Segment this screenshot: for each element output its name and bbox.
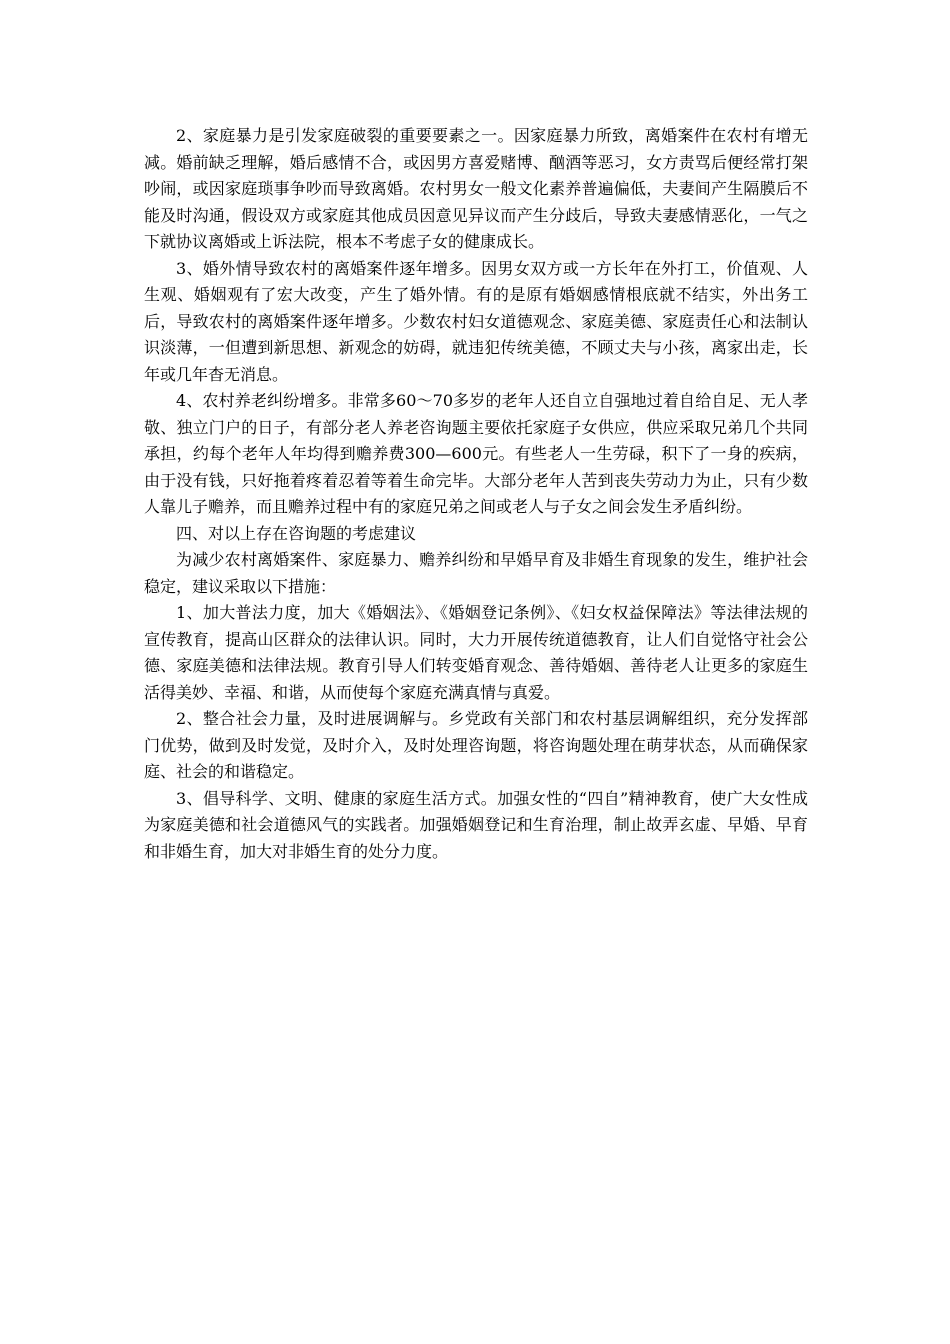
document-body	[144, 123, 808, 865]
paragraph-extramarital-affairs: 3、婚外情导致农村的离婚案件逐年增多。因男女双方或一方长年在外打工，价值观、人生观、婚姻观有了宏大改变，产生了婚外情。有的是原有婚姻感情根底就不结实，外出务工后，导致农村的离婚案件逐年增多。少数农村妇女道德观念、家庭美德、家庭责任心和法制认识淡薄，一但遭到新思想、新观念的妨碍，就违犯传统美德，不顾丈夫与小孩，离家出走，长年或几年杳无消息。	[144, 258, 808, 384]
paragraph-domestic-violence: 2、家庭暴力是引发家庭破裂的重要要素之一。因家庭暴力所致，离婚案件在农村有增无减。婚前缺乏理解，婚后感情不合，或因男方喜爱赌博、酗酒等恶习，女方责骂后便经常打架吵闹，或因家庭琐事争吵而导致离婚。农村男女一般文化素养普遍偏低，夫妻间产生隔膜后不能及时沟通，假设双方或家庭其他成员因意见异议而产生分歧后，导致夫妻感情恶化，一气之下就协议离婚或上诉法院，根本不考虑子女的健康成长。	[144, 126, 808, 251]
section-heading-recommendations: 四、对以上存在咨询题的考虑建议	[176, 523, 417, 543]
paragraph-recommendations-intro: 为减少农村离婚案件、家庭暴力、赡养纠纷和早婚早育及非婚生育现象的发生，维护社会稳定，建议采取以下措施：	[144, 550, 808, 596]
paragraph-elderly-support-disputes: 4、农村养老纠纷增多。非常多60～70多岁的老年人还自立自强地过着自给自足、无人孝敬、独立门户的日子，有部分老人养老咨询题主要依托家庭子女供应，供应采取兄弟几个共同承担，约每个老年人年均得到赡养费300—600元。有些老人一生劳碌，积下了一身的疾病，由于没有钱，只好拖着疼着忍着等着生命完毕。大部分老年人苦到丧失劳动力为止，只有少数人靠儿子赡养，而且赡养过程中有的家庭兄弟之间或老人与子女之间会发生矛盾纠纷。	[144, 391, 808, 516]
paragraph-healthy-lifestyle: 3、倡导科学、文明、健康的家庭生活方式。加强女性的“四自”精神教育，使广大女性成为家庭美德和社会道德风气的实践者。加强婚姻登记和生育治理，制止故弄玄虚、早婚、早育和非婚生育，加大对非婚生育的处分力度。	[144, 788, 808, 861]
paragraph-mediation: 2、整合社会力量，及时进展调解与。乡党政有关部门和农村基层调解组织，充分发挥部门优势，做到及时发觉，及时介入，及时处理咨询题，将咨询题处理在萌芽状态，从而确保家庭、社会的和谐稳定。	[144, 709, 808, 781]
paragraph-legal-education: 1、加大普法力度，加大《婚姻法》、《婚姻登记条例》、《妇女权益保障法》等法律法规的宣传教育，提高山区群众的法律认识。同时，大力开展传统道德教育，让人们自觉恪守社会公德、家庭美德和法律法规。教育引导人们转变婚育观念、善待婚姻、善待老人让更多的家庭生活得美妙、幸福、和谐，从而使每个家庭充满真情与真爱。	[144, 603, 808, 702]
